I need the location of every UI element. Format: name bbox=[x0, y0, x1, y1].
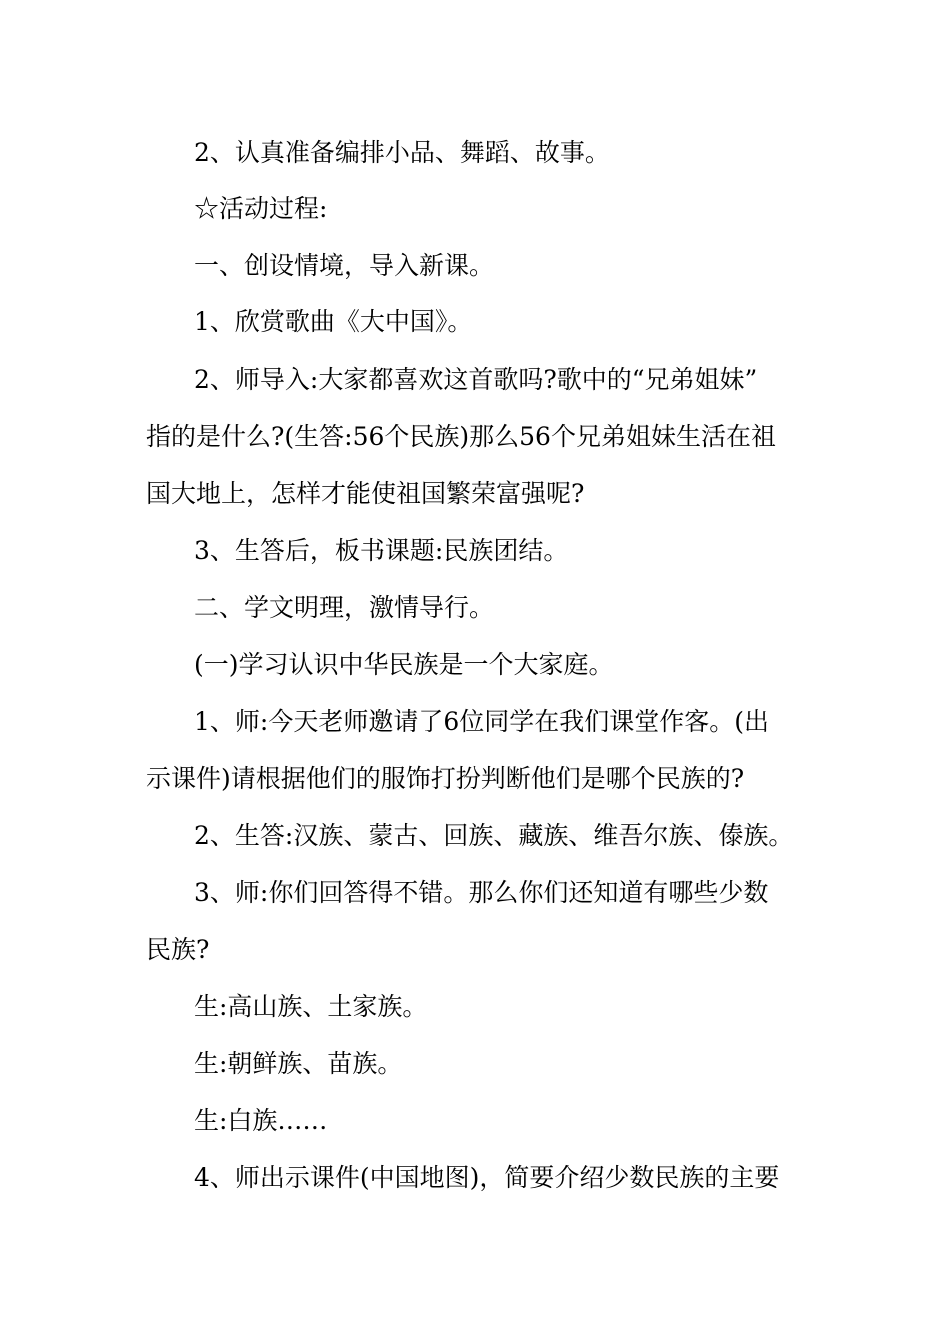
text-line: 指的是什么?(生答:56个民族)那么56个兄弟姐妹生活在祖 bbox=[146, 422, 776, 451]
text-line: 二、学文明理，激情导行。 bbox=[194, 593, 495, 622]
text-line: 国大地上，怎样才能使祖国繁荣富强呢? bbox=[146, 479, 585, 508]
text-line: 3、生答后，板书课题:民族团结。 bbox=[194, 536, 569, 565]
text-line: ☆活动过程: bbox=[194, 194, 328, 223]
text-line: 生:高山族、土家族。 bbox=[194, 992, 428, 1021]
text-line: 3、师:你们回答得不错。那么你们还知道有哪些少数 bbox=[194, 878, 769, 907]
text-line: 1、欣赏歌曲《大中国》。 bbox=[194, 307, 473, 336]
text-line: 生:朝鲜族、苗族。 bbox=[194, 1049, 403, 1078]
text-line: (一)学习认识中华民族是一个大家庭。 bbox=[194, 650, 614, 679]
text-line: 2、师导入:大家都喜欢这首歌吗?歌中的“兄弟姐妹” bbox=[194, 365, 758, 394]
text-line: 生:白族…… bbox=[194, 1106, 328, 1135]
text-line: 1、师:今天老师邀请了6位同学在我们课堂作客。(出 bbox=[194, 707, 769, 736]
text-line: 民族? bbox=[146, 935, 210, 964]
text-line: 一、创设情境，导入新课。 bbox=[194, 251, 495, 280]
text-line: 2、认真准备编排小品、舞蹈、故事。 bbox=[194, 138, 610, 167]
text-line: 4、师出示课件(中国地图)，简要介绍少数民族的主要 bbox=[194, 1163, 780, 1192]
text-line: 示课件)请根据他们的服饰打扮判断他们是哪个民族的? bbox=[146, 764, 745, 793]
text-line: 2、生答:汉族、蒙古、回族、藏族、维吾尔族、傣族。 bbox=[194, 821, 794, 850]
